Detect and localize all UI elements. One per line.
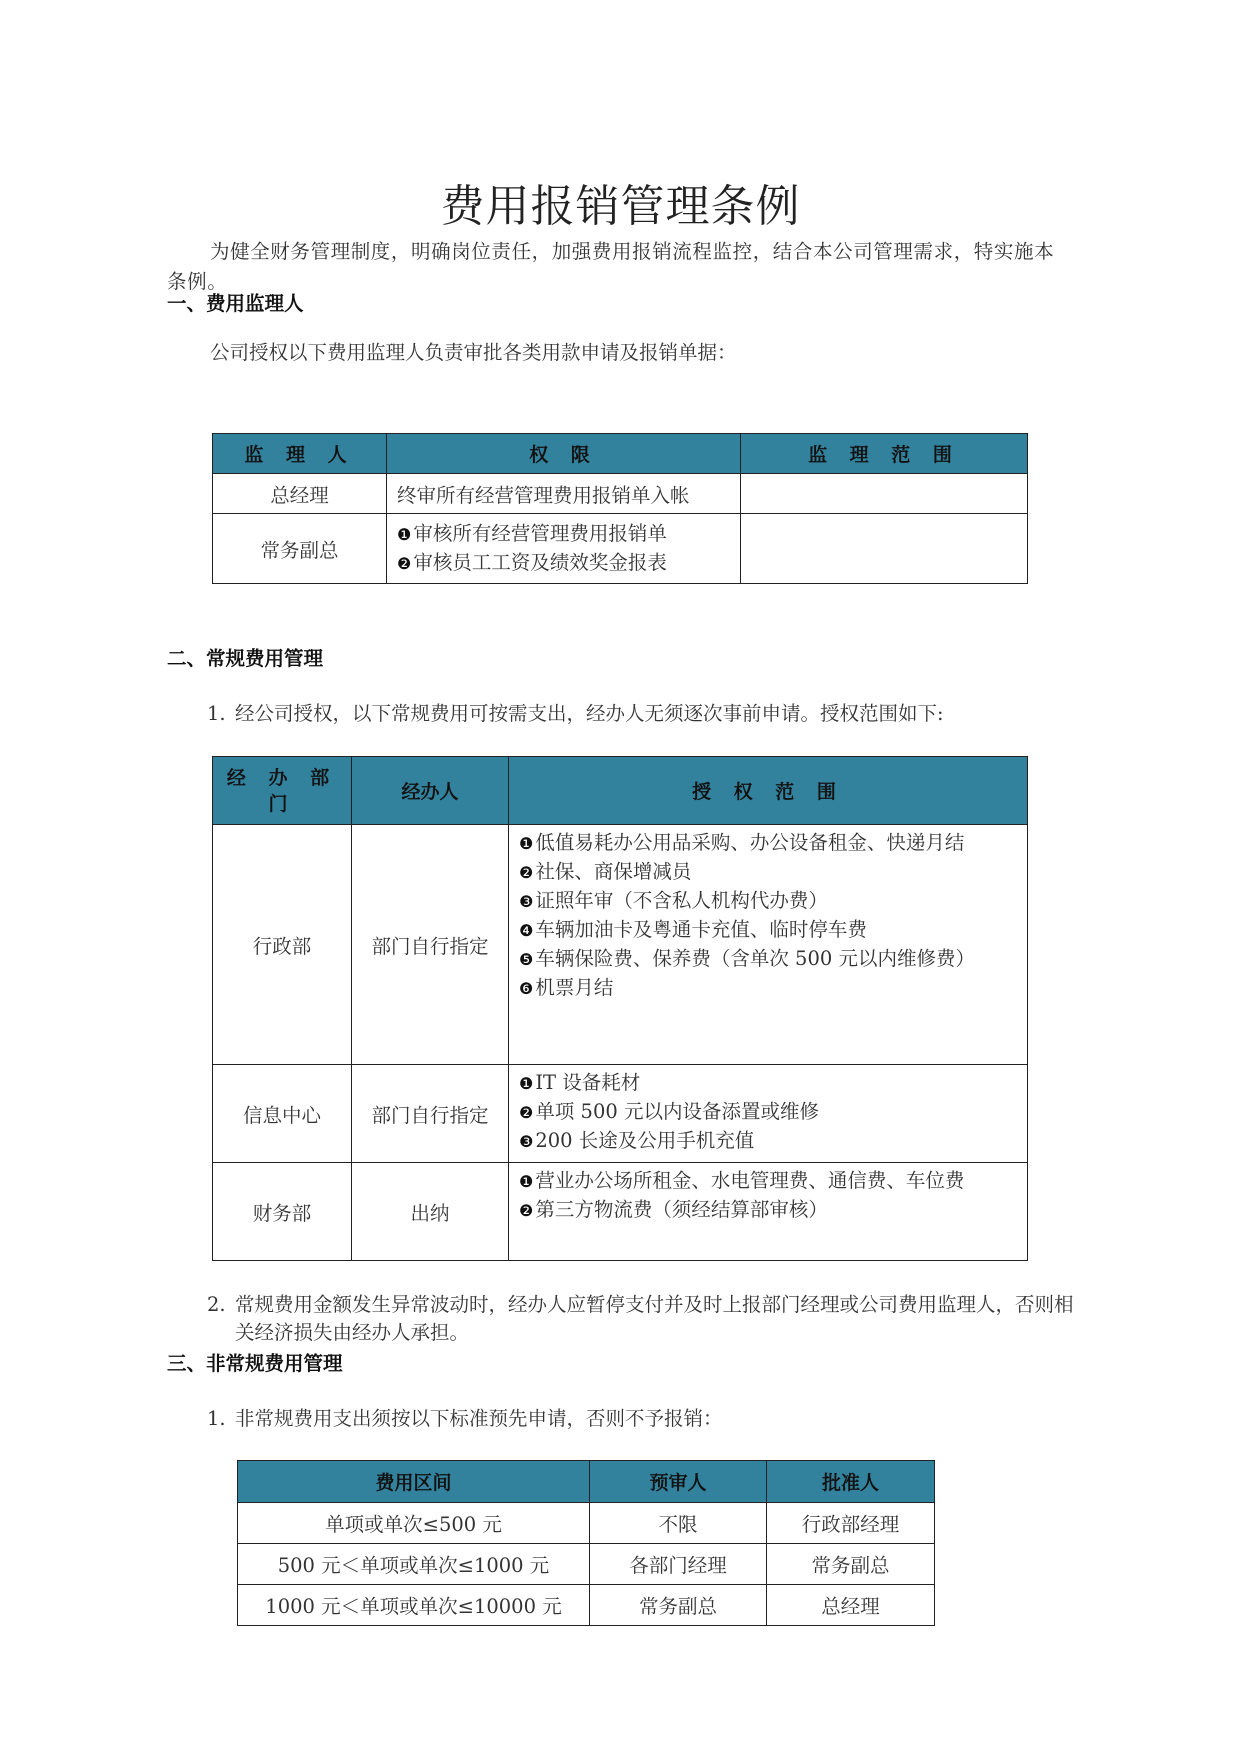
number-6-icon: ❻	[519, 979, 534, 998]
number-5-icon: ❺	[519, 950, 534, 969]
authority-item: 审核员工工资及绩效奖金报表	[413, 551, 667, 574]
column-header: 预审人	[590, 1461, 767, 1503]
range-cell: 500 元＜单项或单次≤1000 元	[238, 1544, 590, 1585]
column-header: 批准人	[767, 1461, 935, 1503]
handler-cell: 部门自行指定	[352, 825, 509, 1065]
number-1-icon: ❶	[519, 1172, 534, 1191]
number-4-icon: ❹	[519, 921, 534, 940]
table-row	[238, 1503, 935, 1544]
scope-cell	[509, 825, 1028, 1065]
number-1-icon: ❶	[519, 834, 534, 853]
number-2-icon: ❷	[519, 1201, 534, 1220]
number-2-icon: ❷	[519, 863, 534, 882]
column-header: 监 理 人	[213, 434, 387, 474]
table-row	[213, 1065, 1028, 1163]
approver-cell: 行政部经理	[767, 1503, 935, 1544]
table-row	[238, 1585, 935, 1626]
range-cell: 1000 元＜单项或单次≤10000 元	[238, 1585, 590, 1626]
table-row	[213, 825, 1028, 1065]
section3-heading: 三、非常规费用管理	[167, 1352, 343, 1375]
scope-item: 第三方物流费（须经结算部审核）	[535, 1198, 828, 1221]
section2-item2-text: 常规费用金额发生异常波动时，经办人应暂停支付并及时上报部门经理或公司费用监理人，否则相关经济损失由经办人承担。	[235, 1293, 1074, 1344]
authority-cell: 终审所有经营管理费用报销单入帐	[387, 474, 741, 514]
section3-item1	[207, 1405, 1077, 1433]
scope-cell	[741, 474, 1028, 514]
handler-cell: 部门自行指定	[352, 1065, 509, 1163]
supervisor-table	[212, 433, 1028, 584]
scope-item: 低值易耗办公用品采购、办公设备租金、快递月结	[535, 831, 965, 854]
column-header: 权 限	[387, 434, 741, 474]
section1-text: 公司授权以下费用监理人负责审批各类用款申请及报销单据：	[210, 341, 737, 364]
scope-cell	[509, 1065, 1028, 1163]
section2-item2	[207, 1291, 1077, 1347]
list-number: 1.	[207, 1407, 226, 1430]
non-routine-expense-table	[237, 1460, 935, 1626]
table-row	[213, 474, 1028, 514]
pre-reviewer-cell: 各部门经理	[590, 1544, 767, 1585]
list-number: 2.	[207, 1293, 226, 1316]
pre-reviewer-cell: 常务副总	[590, 1585, 767, 1626]
scope-cell	[509, 1163, 1028, 1261]
number-3-icon: ❸	[519, 1132, 534, 1151]
authority-item: 审核所有经营管理费用报销单	[413, 522, 667, 545]
scope-item: 营业办公场所租金、水电管理费、通信费、车位费	[535, 1169, 965, 1192]
scope-item: IT 设备耗材	[535, 1071, 641, 1094]
column-header: 监 理 范 围	[741, 434, 1028, 474]
range-cell: 单项或单次≤500 元	[238, 1503, 590, 1544]
scope-item: 车辆加油卡及粤通卡充值、临时停车费	[535, 918, 867, 941]
table-header-row	[213, 757, 1028, 825]
department-cell: 财务部	[213, 1163, 352, 1261]
number-2-icon: ❷	[519, 1103, 534, 1122]
routine-expense-table	[212, 756, 1028, 1261]
department-cell: 行政部	[213, 825, 352, 1065]
scope-item: 车辆保险费、保养费（含单次 500 元以内维修费）	[535, 947, 975, 970]
table-row	[238, 1544, 935, 1585]
section2-heading: 二、常规费用管理	[167, 647, 324, 670]
table-row	[213, 1163, 1028, 1261]
scope-item: 200 长途及公用手机充值	[535, 1129, 755, 1152]
handler-cell: 出纳	[352, 1163, 509, 1261]
authority-cell	[387, 514, 741, 584]
scope-item: 机票月结	[535, 976, 614, 999]
section2-item1	[207, 700, 1087, 728]
supervisor-cell: 总经理	[213, 474, 387, 514]
column-header: 经 办 部 门	[213, 757, 352, 825]
intro-paragraph: 为健全财务管理制度，明确岗位责任，加强费用报销流程监控，结合本公司管理需求，特实施本条例。	[167, 240, 1055, 293]
section1-heading: 一、费用监理人	[167, 292, 304, 315]
approver-cell: 总经理	[767, 1585, 935, 1626]
scope-cell	[741, 514, 1028, 584]
column-header: 授 权 范 围	[509, 757, 1028, 825]
document-title: 费用报销管理条例	[440, 181, 801, 232]
pre-reviewer-cell: 不限	[590, 1503, 767, 1544]
column-header: 经办人	[352, 757, 509, 825]
department-cell: 信息中心	[213, 1065, 352, 1163]
number-3-icon: ❸	[519, 892, 534, 911]
number-1-icon: ❶	[519, 1074, 534, 1093]
section3-item1-text: 非常规费用支出须按以下标准预先申请，否则不予报销：	[235, 1407, 723, 1430]
scope-item: 单项 500 元以内设备添置或维修	[535, 1100, 819, 1123]
section2-item1-text: 经公司授权，以下常规费用可按需支出，经办人无须逐次事前申请。授权范围如下:	[235, 702, 944, 725]
table-row	[213, 514, 1028, 584]
number-2-icon: ❷	[397, 554, 412, 573]
approver-cell: 常务副总	[767, 1544, 935, 1585]
scope-item: 社保、商保增减员	[535, 860, 692, 883]
list-number: 1.	[207, 702, 226, 725]
table-header-row	[238, 1461, 935, 1503]
table-header-row	[213, 434, 1028, 474]
scope-item: 证照年审（不含私人机构代办费）	[535, 889, 828, 912]
column-header: 费用区间	[238, 1461, 590, 1503]
supervisor-cell: 常务副总	[213, 514, 387, 584]
number-1-icon: ❶	[397, 525, 412, 544]
